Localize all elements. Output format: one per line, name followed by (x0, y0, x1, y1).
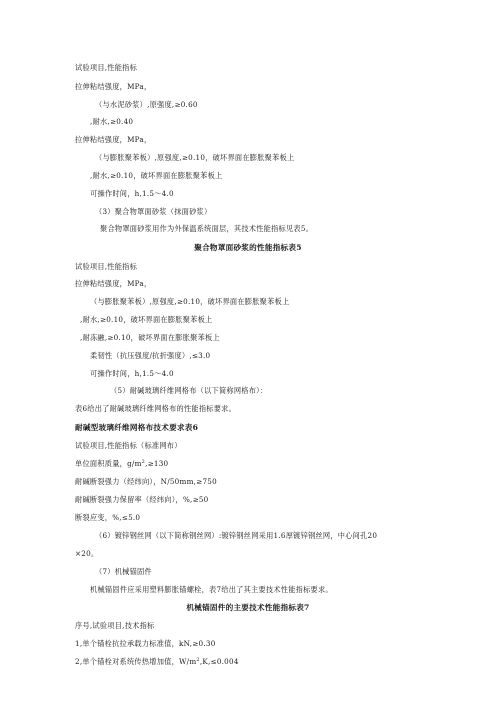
text-line: 拉伸粘结强度，MPa， (75, 279, 152, 288)
text-line: 拉伸粘结强度，MPa， (75, 135, 152, 144)
text-line: 单位面积质量，$g/m^2,\ge 130$ (75, 459, 169, 468)
text-line: 耐碱断裂强力保留率（经纬向），%,≥50 (75, 495, 209, 504)
text-line: 断裂应变，%,≤5.0 (75, 513, 141, 522)
text-line: 2,单个锚栓对系统传热增加值，$W/m^2,K,\le 0.004$ (75, 657, 239, 666)
text-line: （6）镀锌钢丝网（以下简称钢丝网）:镀锌钢丝网采用1.6厚镀锌钢丝网，中心间孔20 (95, 531, 378, 540)
text-line: 耐碱断裂强力（经纬向），N/50mm,≥750 (75, 477, 217, 486)
text-line: （3）聚合物罩面砂浆（抹面砂浆） (95, 207, 212, 216)
text-line: （7）机械锚固件 (95, 567, 152, 576)
table-6-title: 耐碱型玻璃纤维网格布技术要求表6 (75, 423, 199, 432)
text-line: 序号,试验项目,技术指标 (75, 621, 155, 630)
text-line: 表6给出了耐碱玻璃纤维网格布的性能指标要求。 (75, 404, 237, 413)
text-line: （与膨胀聚苯板）,原强度,≥0.10，破坏界面在膨胀聚苯板上 (90, 297, 290, 306)
text-line: ×20。 (75, 549, 99, 558)
table-7-title: 机械锚固件的主要技术性能指标表7 (186, 603, 310, 612)
text-line: ,耐水,≥0.10，破坏界面在膨胀聚苯板上 (80, 315, 213, 324)
table-5-title: 聚合物罩面砂浆的性能指标表5 (194, 243, 302, 252)
text-line: 可操作时间，h,1.5〜4.0 (90, 369, 174, 378)
text-line: 1,单个锚栓抗拉承载力标准值，kN,≥0.30 (75, 639, 216, 648)
text-line: 试验项目,性能指标 (75, 63, 138, 72)
text-line: ,耐水,≥0.40 (90, 117, 134, 126)
text-line: （5）耐碱玻璃纤维网格布（以下简称网格布）： (110, 386, 268, 395)
text-line: ,耐水,≥0.10，破坏界面在膨胀聚苯板上 (90, 171, 223, 180)
text-line: 机械锚固件应采用塑料膨胀锚螺栓，表7给出了其主要技术性能指标要求。 (90, 585, 333, 594)
text-line: 拉伸粘结强度，MPa， (75, 82, 152, 91)
text-line: 试验项目,性能指标（标准网布） (75, 441, 182, 450)
text-line: ,耐冻融,≥0.10，破坏界面在膨胀聚苯板上 (80, 333, 220, 342)
text-line: 柔韧性（抗压强度/抗折强度）,≤3.0 (90, 351, 211, 360)
text-line: （与水泥砂浆）,原强度,≥0.60 (95, 100, 198, 109)
text-line: （与膨胀聚苯板）,原强度,≥0.10，破坏界面在膨胀聚苯板上 (95, 153, 295, 162)
text-line: 聚合物罩面砂浆用作为外保温系统面层，其技术性能指标见表5。 (100, 224, 314, 233)
text-line: 可操作时间，h,1.5〜4.0 (90, 189, 174, 198)
text-line: 试验项目,性能指标 (75, 262, 138, 271)
